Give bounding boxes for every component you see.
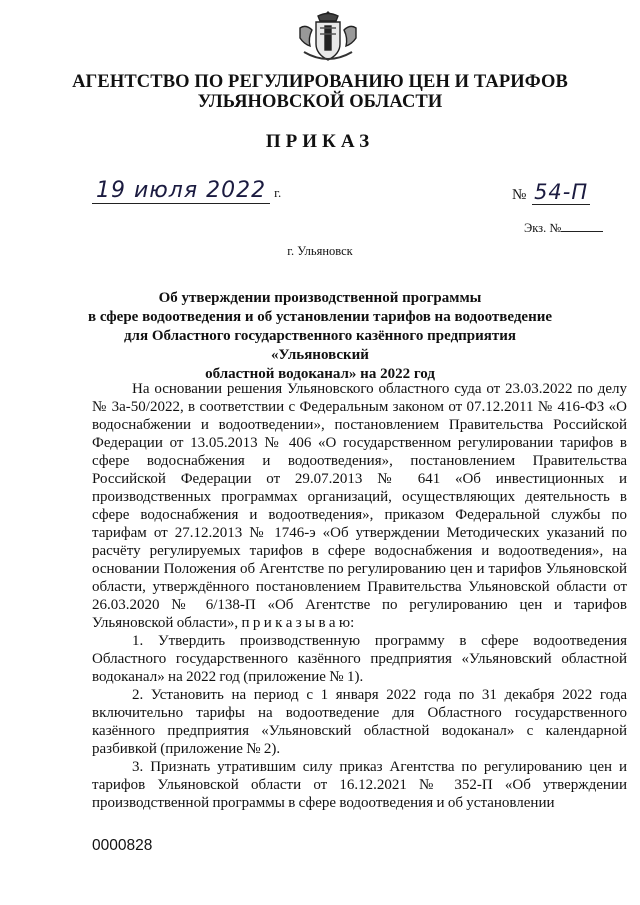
item-3: 3. Признать утратившим силу приказ Агентства по регулированию цен и тарифов Ульяновской области от 16.12.2021 № 352-П «Об утверждении производственной программы в сфере водоотведения и об установлении [92, 759, 627, 811]
preamble-text: На основании решения Ульяновского областного суда от 23.03.2022 по делу № 3а-50/2022, в соответствии с Федеральным законом от 07.12.2011 № 416-ФЗ «О водоснабжении и водоотведении», постановлением Правительства Российской Федерации от 13.05.2013 № 406 «О государственном регулировании тарифов в сфере водоснабжения и водоотведения», постановлением Правительства Российской Федерации от 29.07.2013 № 641 «Об инвестиционных и производственных программах организаций, осуществляющих деятельность в сфере водоснабжения и водоотведения», приказом Федеральной службы по тарифам от 27.12.2013 № 1746-э «Об утверждении Методических указаний по расчёту регулируемых тарифов в сфере водоснабжения и водоотведения», на основании Положения об Агентстве по регулированию цен и тарифов Ульяновской области, утверждённого постановлением Правительства Ульяновской области от 26.03.2020 № 6/138-П «Об Агентстве по регулированию цен и тарифов Ульяновской области», [92, 381, 627, 631]
document-title [80, 289, 560, 384]
preamble-paragraph [92, 380, 627, 632]
title-line1: Об утверждении производственной программы [158, 290, 482, 306]
item-2: 2. Установить на период с 1 января 2022 года по 31 декабря 2022 года включительно тарифы на водоотведение для Областного государственного казённого предприятия «Ульяновский областной водоканал» с календарной разбивкой (приложение № 2). [92, 687, 627, 757]
order-date [92, 178, 281, 203]
city: г. Ульяновск [287, 244, 353, 258]
coat-of-arms-icon [296, 8, 360, 64]
order-number-prefix: № [512, 187, 527, 203]
order-date-handwritten: 19 июля 2022 [92, 178, 270, 204]
document-type: ПРИКАЗ [265, 131, 375, 152]
agency-name-line2: УЛЬЯНОВСКОЙ ОБЛАСТИ [197, 92, 443, 112]
title-line4: областной водоканал» на 2022 год [205, 366, 435, 382]
order-word: п р и к а з ы в а ю: [241, 615, 355, 631]
item-1: 1. Утвердить производственную программу в сфере водоотведения Областного государственного казённого предприятия «Ульяновский областной водоканал» на 2022 год (приложение № 1). [92, 633, 627, 685]
document-serial: 0000828 [92, 837, 153, 854]
copy-number-blank [561, 231, 603, 232]
agency-name-line1: АГЕНТСТВО ПО РЕГУЛИРОВАНИЮ ЦЕН И ТАРИФОВ [72, 72, 568, 92]
order-number [512, 180, 590, 204]
order-number-handwritten: 54-П [534, 180, 589, 204]
agency-name [60, 72, 580, 112]
document-body [92, 380, 627, 812]
copy-number-label: Экз. № [524, 221, 562, 235]
copy-number [524, 221, 603, 236]
title-line3: для Областного государственного казённого предприятия «Ульяновский [123, 328, 517, 363]
order-date-suffix: г. [274, 185, 282, 200]
title-line2: в сфере водоотведения и об установлении тарифов на водоотведение [87, 309, 553, 325]
